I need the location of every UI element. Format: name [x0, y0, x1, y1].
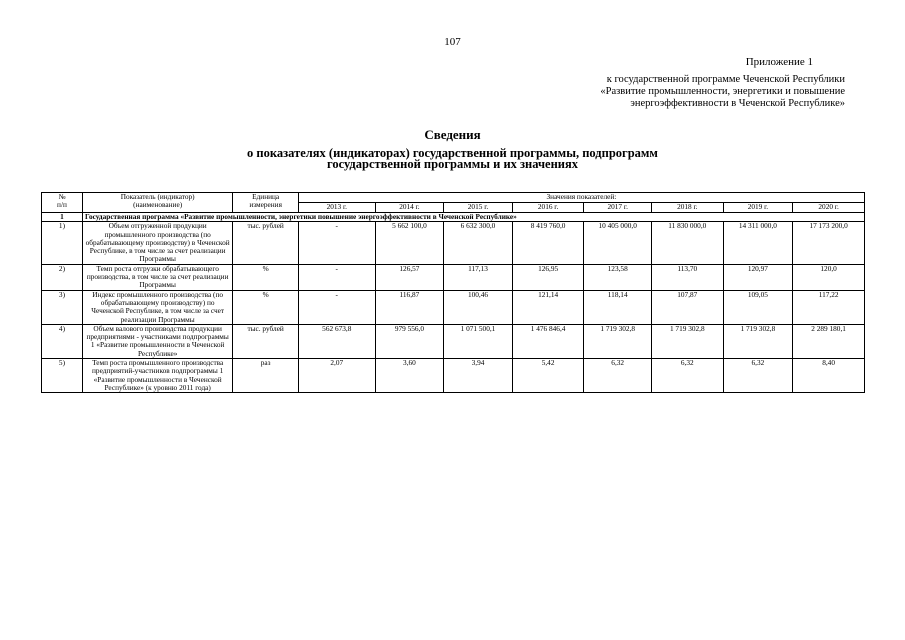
page-number: 107 [444, 36, 461, 48]
table-row [42, 290, 865, 324]
row-unit: раз [233, 359, 299, 393]
header-year: 2013 г. [298, 203, 375, 213]
row-value: 107,87 [651, 290, 723, 324]
header-year: 2016 г. [512, 203, 584, 213]
row-num: 5) [42, 359, 83, 393]
row-num: 2) [42, 264, 83, 290]
row-value: 3,94 [444, 359, 513, 393]
row-value: - [298, 290, 375, 324]
row-value: 120,97 [723, 264, 793, 290]
row-value: 113,70 [651, 264, 723, 290]
row-value: 1 071 500,1 [444, 324, 513, 358]
row-value: 17 173 200,0 [793, 222, 865, 264]
header-year: 2020 г. [793, 203, 865, 213]
program-num: 1 [42, 213, 83, 222]
row-value: 6,32 [651, 359, 723, 393]
header-year: 2015 г. [444, 203, 513, 213]
row-value: 100,46 [444, 290, 513, 324]
program-row [42, 213, 865, 222]
document-subtitle [0, 148, 905, 170]
header-year: 2018 г. [651, 203, 723, 213]
row-unit: тыс. рублей [233, 222, 299, 264]
row-value: 6,32 [584, 359, 652, 393]
row-value: 1 719 302,8 [723, 324, 793, 358]
table-row [42, 324, 865, 358]
table-row [42, 222, 865, 264]
row-value: - [298, 264, 375, 290]
subtitle-line: государственной программы и их значениях [326, 157, 579, 171]
row-value: 562 673,8 [298, 324, 375, 358]
indicators-table [41, 192, 865, 393]
row-value: 121,14 [512, 290, 584, 324]
header-unit: Единица измерения [233, 193, 299, 213]
row-value: - [298, 222, 375, 264]
row-num: 4) [42, 324, 83, 358]
row-indicator: Темп роста промышленного производства предприятий-участников подпрограммы 1 «Развитие промышленности в Чеченской Республике» (к уровню 2011 года) [82, 359, 232, 393]
row-value: 117,22 [793, 290, 865, 324]
row-value: 5 662 100,0 [375, 222, 444, 264]
row-value: 11 830 000,0 [651, 222, 723, 264]
appendix-ref-line: «Развитие промышленности, энергетики и повышение [600, 86, 845, 97]
header-indicator: Показатель (индикатор) (наименование) [82, 193, 232, 213]
table-row [42, 359, 865, 393]
row-value: 126,95 [512, 264, 584, 290]
row-value: 6,32 [723, 359, 793, 393]
row-indicator: Индекс промышленного производства (по обрабатывающему производству) по Чеченской Республике, в том числе за счет реализации Программы [82, 290, 232, 324]
row-indicator: Объем отгруженной продукции промышленного производства (по обрабатывающему производству) в Чеченской Республике, в том числе за счет реализации Программы [82, 222, 232, 264]
subtitle-line: о показателях (индикаторах) государственной программы, подпрограмм [247, 146, 658, 160]
appendix-ref-line: к государственной программе Чеченской Республики [606, 74, 845, 85]
table-header-row [42, 193, 865, 203]
header-year: 2014 г. [375, 203, 444, 213]
header-num: № п/п [42, 193, 83, 213]
document-title: Сведения [424, 127, 481, 142]
row-value: 3,60 [375, 359, 444, 393]
row-num: 3) [42, 290, 83, 324]
row-value: 8,40 [793, 359, 865, 393]
header-year: 2019 г. [723, 203, 793, 213]
row-value: 979 556,0 [375, 324, 444, 358]
row-unit: % [233, 290, 299, 324]
row-indicator: Объем валового производства продукции предприятиями - участниками подпрограммы 1 «Развитие промышленности в Чеченской Республике» [82, 324, 232, 358]
row-value: 1 476 846,4 [512, 324, 584, 358]
program-name: Государственная программа «Развитие промышленности, энергетики повышение энергоэффективности в Чеченской Республике» [82, 213, 864, 222]
appendix-label: Приложение 1 [745, 56, 813, 68]
row-value: 1 719 302,8 [651, 324, 723, 358]
row-value: 109,05 [723, 290, 793, 324]
row-value: 117,13 [444, 264, 513, 290]
row-unit: тыс. рублей [233, 324, 299, 358]
row-value: 2,07 [298, 359, 375, 393]
row-value: 116,87 [375, 290, 444, 324]
row-value: 14 311 000,0 [723, 222, 793, 264]
row-value: 10 405 000,0 [584, 222, 652, 264]
appendix-ref-line: энергоэффективности в Чеченской Республике» [630, 98, 845, 109]
row-value: 2 289 180,1 [793, 324, 865, 358]
row-value: 8 419 760,0 [512, 222, 584, 264]
row-value: 126,57 [375, 264, 444, 290]
row-num: 1) [42, 222, 83, 264]
header-year: 2017 г. [584, 203, 652, 213]
row-value: 6 632 300,0 [444, 222, 513, 264]
row-value: 123,58 [584, 264, 652, 290]
row-value: 120,0 [793, 264, 865, 290]
appendix-reference [600, 74, 845, 110]
header-values-group: Значения показателей: [298, 193, 864, 203]
row-indicator: Темп роста отгрузки обрабатывающего производства, в том числе за счет реализации Программы [82, 264, 232, 290]
table-row [42, 264, 865, 290]
row-unit: % [233, 264, 299, 290]
row-value: 1 719 302,8 [584, 324, 652, 358]
row-value: 118,14 [584, 290, 652, 324]
row-value: 5,42 [512, 359, 584, 393]
